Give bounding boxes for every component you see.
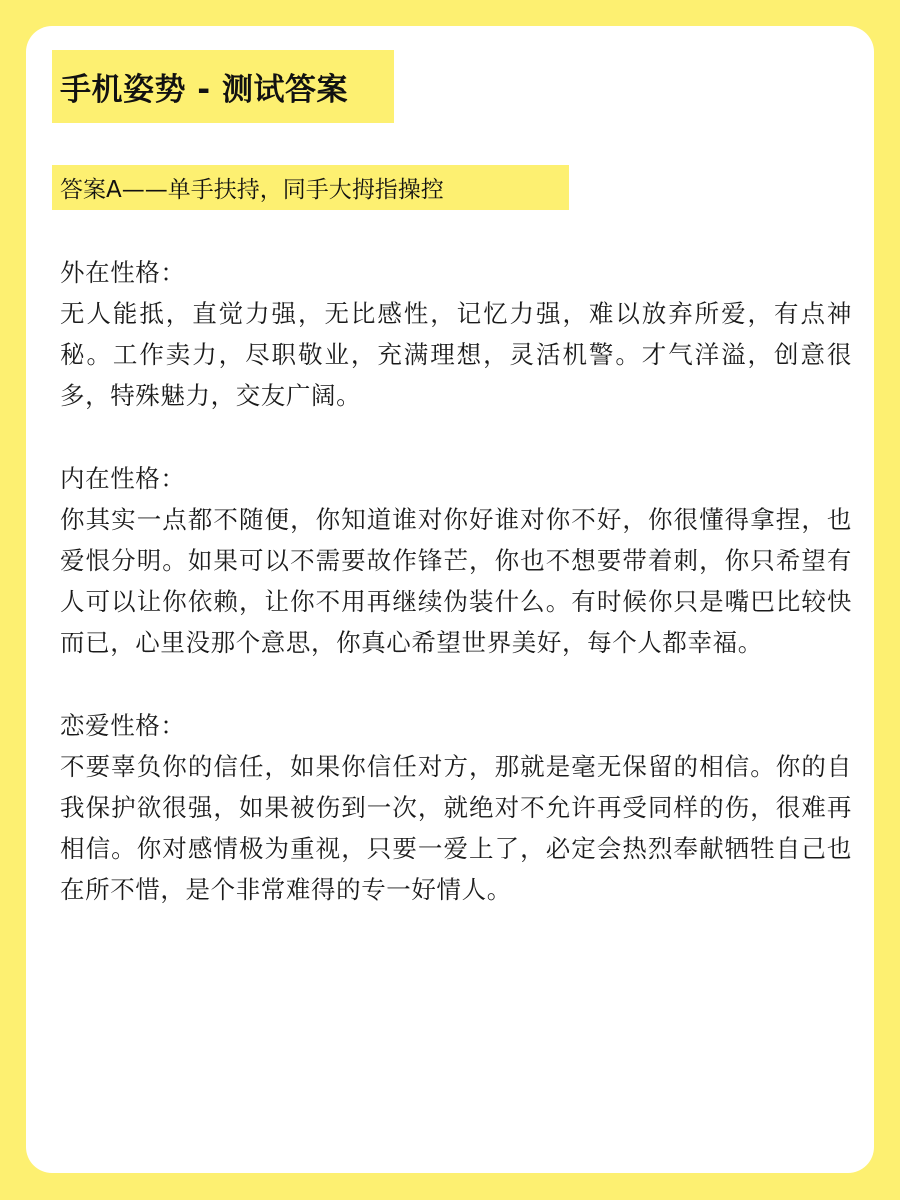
section-body: 你其实一点都不随便，你知道谁对你好谁对你不好，你很懂得拿捏，也爱恨分明。如果可以不需要故作锋芒，你也不想要带着刺，你只希望有人可以让你依赖，让你不用再继续伪装什么。有时候你只是嘴巴比较快而已，心里没那个意思，你真心希望世界美好，每个人都幸福。 bbox=[60, 505, 852, 657]
page-title: 手机姿势 - 测试答案 bbox=[60, 72, 348, 108]
section-body: 无人能抵，直觉力强，无比感性，记忆力强，难以放弃所爱，有点神秘。工作卖力，尽职敬业，充满理想，灵活机警。才气洋溢，创意很多，特殊魅力，交友广阔。 bbox=[60, 299, 852, 410]
section-outer-personality bbox=[60, 252, 852, 416]
answer-content bbox=[60, 252, 852, 952]
section-heading: 内在性格： bbox=[60, 464, 186, 493]
section-love-personality bbox=[60, 705, 852, 910]
section-body: 不要辜负你的信任，如果你信任对方，那就是毫无保留的相信。你的自我保护欲很强，如果被伤到一次，就绝对不允许再受同样的伤，很难再相信。你对感情极为重视，只要一爱上了，必定会热烈奉献牺牲自己也在所不惜，是个非常难得的专一好情人。 bbox=[60, 752, 852, 904]
answer-subtitle: 答案A——单手扶持，同手大拇指操控 bbox=[60, 177, 444, 203]
section-heading: 外在性格： bbox=[60, 258, 186, 287]
title-highlight bbox=[52, 50, 394, 123]
content-card bbox=[26, 26, 874, 1173]
section-inner-personality bbox=[60, 458, 852, 663]
section-heading: 恋爱性格： bbox=[60, 711, 186, 740]
subtitle-highlight bbox=[52, 165, 569, 210]
